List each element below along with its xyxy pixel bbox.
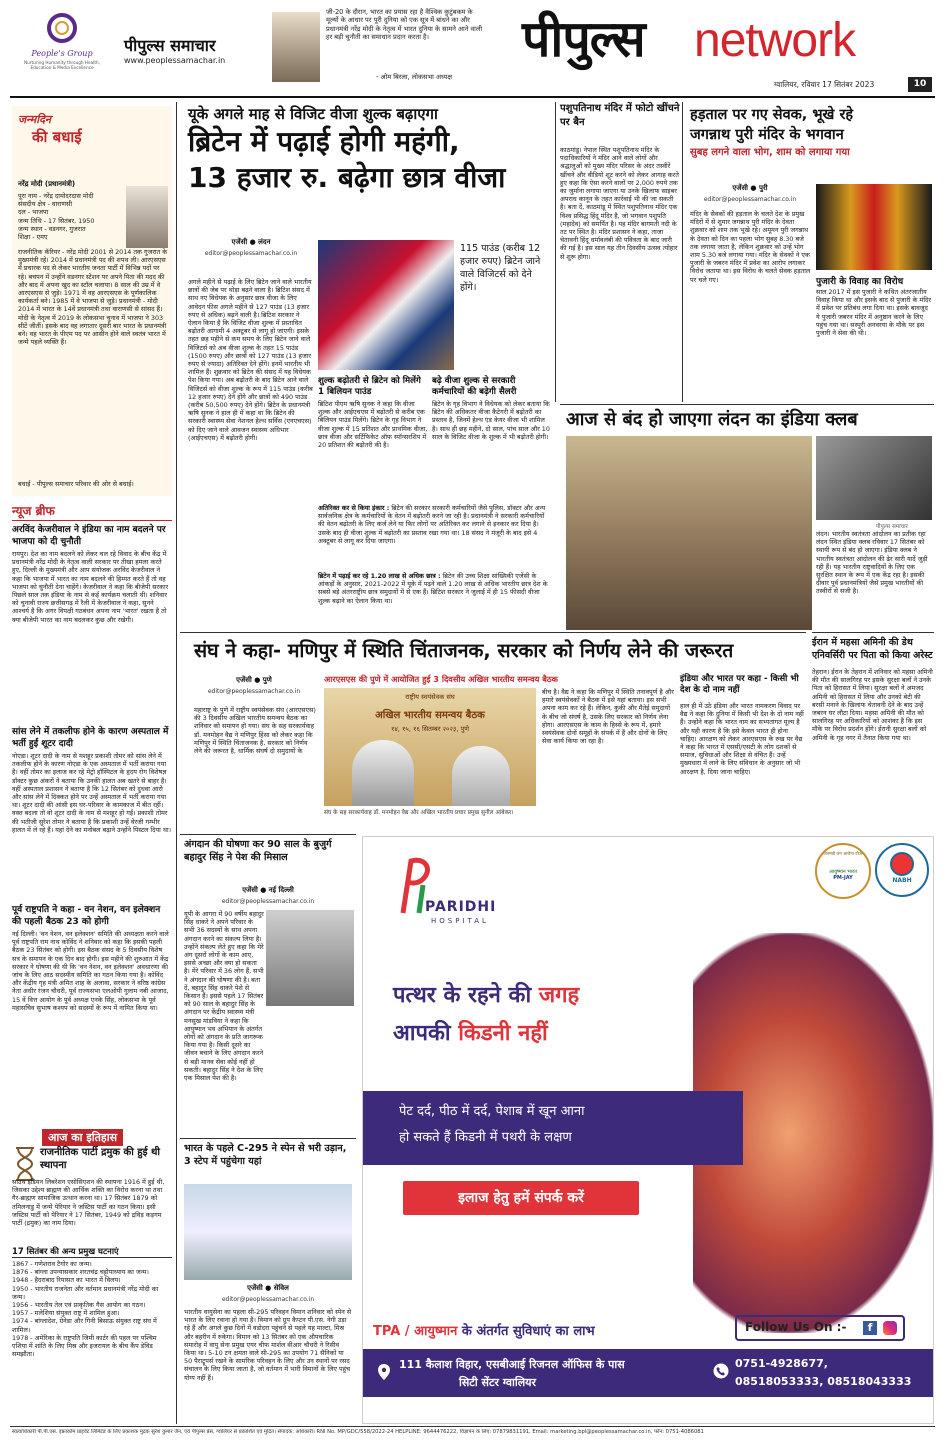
birthday-detail: पूरा नाम - नरेंद्र दामोदरदास मोदी (18, 192, 94, 200)
uk-sub2-title: बढ़े वीजा शुल्क से सरकारी कर्मचारियों की बढ़ेगी सैलरी (432, 376, 517, 397)
ad-headline-2 (393, 1017, 548, 1047)
rss-banner-main: अखिल भारतीय समन्वय बैठक (375, 710, 485, 721)
symptoms-line-1: पेट दर्द, पीठ में दर्द, पेशाब में खून आना (399, 1104, 585, 1119)
masthead (0, 0, 945, 100)
symptoms-band (363, 1091, 743, 1165)
manipur-headline: संघ ने कहा- मणिपुर में स्थिति चिंताजनक, सरकार को निर्णय लेने की जरूरत (194, 639, 734, 662)
uk-sub1-title: शुल्क बढ़ोतरी से ब्रिटेन को मिलेंगे 1 बिलियन पाउंड (318, 376, 421, 397)
manipur-byline: एजेंसी ● पुणे (236, 676, 272, 684)
section-rule (180, 632, 806, 633)
brief-item (12, 726, 172, 900)
group-logo (22, 10, 102, 88)
pashupati-story (560, 102, 680, 402)
brief-body: रायपुर। देश का नाम बदलने को लेकर चल रहे विवाद के बीच केंद्र में प्रधानमंत्री नरेंद्र मोदी के नेतृत्व वाली सरकार पर तीखा हमला करते हुए, दिल्ली के मुख्यमंत्री और आप संयोजक अरविंद केजरीवाल ने कहा कि भाजपा में भारत का नाम बदलने की हिम्मत करते हैं तो वह भाजपा को चुनौती देना चाहेंगे। केजरीवाल ने कहा कि बीजेपी सरकार पिछले साल तक इंडिया के नाम से कई कार्यक्रम चलाती थी। शनिवार को चुनावी राज्य छत्तीसगढ़ में रैली में केजरीवाल ने कहा, सुनने आश्चर्य है कि अगर विपक्षी गठबंधन अपना नाम 'भारत' रखता है तो क्या बीजेपी भारत का नाम बदलकर कुछ और रखेगी। (12, 550, 169, 624)
event-item: 1950 - भारतीय राजनेता और वर्तमान प्रधानमंत्री नरेंद्र मोदी का जन्म। (12, 1284, 159, 1301)
uk-sub4-body: ब्रिटेन की उच्च शिक्षा सांख्यिकी एजेंसी के आंकड़ों के अनुसार, 2021-2022 में यूके में पढ़ने वाले 1.20 लाख से अधिक भारतीय छात्र देश के सबसे बड़े अंतरराष्ट्रीय छात्र समुदायों में से एक हैं। ब्रिटिश सरकार ने जुलाई में ही 15 फीसदी वीजा शुल्क बढ़ाने का ऐलान किया था। (318, 572, 548, 605)
speaker-photo (272, 12, 320, 82)
paper-name: पीपुल्स समाचार (124, 36, 216, 55)
jagannath-headline-2: जगन्नाथ पुरी मंदिर के भगवान (690, 127, 844, 143)
page-number: 10 (908, 77, 932, 92)
manipur-story (180, 632, 806, 832)
news-brief (12, 502, 172, 1122)
manipur-photo (324, 688, 536, 806)
brief-item (12, 524, 172, 722)
event-item: 1974 - बांग्लादेश, ग्रेनेडा और गिनी बिसाऊ संयुक्त राष्ट्र संघ में शामिल। (12, 1317, 157, 1334)
group-tagline: Nurturing Humanity through Health, Education & Media Excellence (24, 60, 100, 71)
hospital-sub: HOSPITAL (431, 917, 489, 925)
itihas-body: साउथ इंडियन लिबरेशन एसोसिएशन की स्थापना 1916 में हुई थी, जिसका उद्देश्य ब्राह्मण की आर्थिक शक्ति का विरोध करना था तथा गैर-ब्राह्मण सामाजिक उत्थान करना था। 17 सितंबर 1879 को तमिलनाडु में जन्मे पेरियार ने जस्टिस पार्टी का गठन किया। इसी जस्टिस पार्टी को पेरियार ने 17 सितंबर, 1949 को द्रविड़ कड़गम पार्टी (द्रमुक) का नाम दिया। (12, 1178, 165, 1228)
paridhi-ad (362, 836, 934, 1424)
uk-photo (318, 240, 454, 370)
dateline: ग्वालियर, रविवार 17 सितंबर 2023 (774, 80, 875, 89)
phone-line-2[interactable]: 08518053333, 08518043333 (735, 1375, 912, 1388)
iran-headline: ईरान में महसा अमिनी की डेथ एनिवर्सिरी पर पिता को किया अरेस्ट (812, 637, 933, 661)
follow-box (735, 1315, 905, 1341)
ad-headline-2a: आपकी (393, 1021, 459, 1046)
section-rule (180, 1138, 356, 1139)
c295-body: भारतीय वायुसेना का पहला सी-295 परिवहन विमान शनिवार को स्पेन से भारत के लिए रवाना हो गया है। विमान को ग्रुप कैप्टन पी.एस. नेगी उड़ा रहे हैं और अगले कुछ दिनों में वडोदरा पहुंचने से पहले यह माल्टा, मिस्र और बहरीन में रुकेगा। विमान को 13 सितंबर को एक औपचारिक समारोह में वायु सेना प्रमुख एयर चीफ मार्शल वीआर चौधरी ने रिसीव किया था। 5-10 टन क्षमता वाले सी-295 का उपयोग 71 सैनिकों या 50 पैराट्रूपर्स रखने के सामरिक परिवहन के लिए और उन स्थानों पर रसद संचालन के लिए किया जाता है, जो वर्तमान में भारी विमानों के लिए पहुंच योग्य नहीं हैं। (184, 1308, 352, 1382)
bahadur-byline: एजेंसी ● नई दिल्ली (242, 886, 294, 894)
uk-sub4 (318, 572, 550, 605)
uk-headline-2: 13 हजार रु. बढ़ेगा छात्र वीजा (188, 161, 506, 194)
birthday-detail: शिक्षा - एमए (18, 233, 48, 242)
birthday-detail: जन्म तिथि - 17 सितंबर, 1950 (18, 216, 95, 225)
uk-sub3-title: अतिरिक्त कर से किया इंकार : (318, 504, 390, 512)
column-divider (176, 102, 177, 1424)
aaj-ka-itihas (12, 1126, 172, 1424)
birthday-details (18, 192, 122, 241)
uk-sub2-body: ब्रिटेन के गृह विभाग ने विधेयक को लेकर बताया कि ब्रिटेन की अधिकतर वीजा कैटेगरी में बढ़ोतरी का प्रस्ताव है, जिनमें हेल्थ एंड केयर वीजा भी शामिल है। साथ ही छह महीने, दो साल, पांच साल और 10 साल के विजिट वीजा के शुल्क में भी बढ़ोतरी होगी। (432, 400, 550, 441)
uk-sub1-body: ब्रिटिश पीएम ऋषि सुनक ने कहा कि वीजा शुल्क और आईएचएस में बढ़ोतरी से करीब एक बिलियन पाउंड मिलेंगे। ब्रिटेन के गृह विभाग ने वीजा शुल्क में 15 प्रतिशत और प्राथमिक वीजा, छात्र वीजा और सर्टिफिकेट ऑफ स्पॉन्सरशिप में 20 प्रतिशत की बढ़ोतरी की है। (318, 400, 428, 450)
uk-byline: एजेंसी ● लंदन (231, 238, 271, 246)
imprint: स्वत्वाधिकारी पी.पी.एस. इंफ्राकॉम प्राइवेट लिमिटेड के लिए प्रकाशक मुद्रक सुरेश कुमार जैन, एवं पीपुल्स प्रेस, ग्वालियर से प्रकाशित एवं मुद्रित। संपादक: अधिकारी। RNI No. MP/GDC/558/2022-24 HELPLINE: 9644476222, विज्ञापन के लिए: 07879831191, Email: marketing.bpl@peoplessamachar.co.in, फोन: 0751-4086081 (12, 1429, 704, 1435)
uk-callout: 115 पाउंड (करीब 12 हजार रुपए) ब्रिटेन जाने वाले विजिटर्स को देने होंगे। (460, 243, 541, 293)
bahadur-email[interactable]: editor@peoplessamachar.co.in (221, 898, 315, 905)
itihas-headline: राजनीतिक पार्टी द्रमुक की हुई थी स्थापना (40, 1147, 160, 1171)
bahadur-photo (266, 910, 354, 1006)
section-rule (180, 834, 356, 835)
quote-author: - ओम बिरला, लोकसभा अध्यक्ष (376, 73, 453, 81)
event-item: 1957 - मलेशिया संयुक्त राष्ट्र में शामिल हुआ। (12, 1309, 120, 1318)
group-logo-icon (44, 10, 80, 46)
speaker-left (352, 740, 414, 806)
brief-headline: सांस लेने में तकलीफ होने के कारण अस्पताल में भर्ती हुईं शूटर दादी (12, 727, 169, 749)
column-divider (555, 102, 556, 402)
hourglass-icon (14, 1146, 36, 1182)
pmjay-badge-sub: आयुष्मान भारत (829, 869, 857, 875)
brief-item (12, 904, 172, 1072)
birthday-name: नरेंद्र मोदी (प्रधानमंत्री) (18, 180, 76, 188)
brief-headline: पूर्व राष्ट्रपति ने कहा - वन नेशन, वन इलेक्शन की पहली बैठक 23 को होगी (12, 905, 161, 927)
rss-banner-date: १४, १५, १६ सितम्बर २०२३, पुणे (390, 725, 470, 733)
india-club-photo (566, 436, 812, 630)
pmjay-badge-text: प्रधानमंत्री जन आरोग्य योजना (820, 851, 866, 856)
jagannath-story (686, 102, 934, 402)
ad-headline-1 (393, 979, 579, 1009)
bahadur-body: यूपी के आगरा में 90 वर्षीय बहादुर सिंह धाकरे ने अपने परिवार के सभी 36 सदस्यों के साथ अपना अंगदान करने का संकल्प लिया है। उन्होंने संकल्प लेते हुए कहा कि मेरे अंग दूसरों लोगों के काम आए, इससे अच्छा और क्या हो सकता है। मेरे परिवार में 36 लोग हैं, सभी ने अंगदान की घोषणा की है। बता दें, बहादुर सिंह धाकरे पेशे से किसान हैं। इससे पहले 17 सितंबर को 90 साल के बहादुर सिंह के अंगदान पर केंद्रीय स्वास्थ्य मंत्री मनसुख मांडविया ने कहा कि आयुष्मान भव अभियान के अंतर्गत लोगों को अंगदान के प्रति जागरूक किया गया है। किसी दूसरे का जीवन बचाने के लिए अंगदान करने से बड़ी मानव सेवा कोई नहीं हो सकती। बहादुर सिंह ने देश के लिए एक मिसाल पेश की है। (184, 910, 264, 1083)
nabh-icon (889, 851, 915, 877)
birthday-heading-top: जन्मदिन (18, 113, 52, 126)
india-club-photo-credit: पीपुल्स समाचार (876, 524, 908, 530)
symptoms-line-2: हो सकते हैं किडनी में पथरी के लक्षण (399, 1130, 572, 1145)
bahadur-story (180, 834, 356, 1136)
jagannath-body: मंदिर के सेवकों की हड़ताल के चलते देश के प्रमुख मंदिरों में से शुमार जगन्नाथ पुरी मंदिर के देवता शुक्रवार को शाम तक भूखे रहे। अमूमन पुरी जगन्नाथ के देवता को दिन का पहला भोग सुबह 8.30 बजे तक लगाया जाता है, लेकिन शुक्रवार को उन्हें भोग शाम 5.30 बजे लगाया गया। मंदिर के सेवकों ने एक पुजारी के जबरन मंदिर में प्रवेश का आरोप लगाकर विरोध जताया था। इस विरोध के चलते सेवक हड़ताल पर चले गए। (690, 210, 811, 284)
uk-sub4-title: ब्रिटेन में पढ़ाई कर रहे 1.20 लाख से अधिक छात्र : (318, 572, 441, 580)
phone-line-1[interactable]: 0751-4928677, (735, 1357, 828, 1370)
ad-headline-1a: पत्थर के रहने की (393, 983, 539, 1008)
manipur-sub-title: इंडिया और भारत पर कहा - किसी भी देश के दो नाम नहीं (680, 674, 799, 695)
tpa-line-a: TPA / आयुष्मान (373, 1324, 458, 1339)
birthday-body: राजनीतिक कॅरियर - नरेंद्र मोदी 2001 से 2014 तक गुजरात के मुख्यमंत्री रहे। 2014 में प्रधानमंत्री पद की शपथ ली। आरएसएस में प्रचारक पद से लेकर भारतीय जनता पार्टी में विभिन्न पदों पर रहे। बचपन में उन्होंने वडनगर स्टेशन पर अपने पिता की मदद की और बाद में अपना खुद का स्टॉल चलाया। 8 साल की उम्र में वे आरएसएस से जुड़े। 1971 में वह आरएसएस के पूर्णकालिक कार्यकर्ता बने। 1985 में वे भाजपा से जुड़े। प्रधानमंत्री - मोदी 2014 में भारत के 14वें प्रधानमंत्री तथा वाराणसी से सांसद हैं। मोदी के नेतृत्व में 2019 के लोकसभा चुनाव में भाजपा ने 303 सीटें जीतीं। इसके बाद वह लगातार दूसरी बार भारत के प्रधानमंत्री बने। वह भारत के पीएम पद पर आसीन होने वाले स्वतंत्र भारत में जन्मे पहले व्यक्ति हैं। (18, 248, 168, 347)
address-band (363, 1349, 934, 1397)
title-hindi: पीपुल्स (522, 10, 645, 68)
tpa-line-b: के अंतर्गत सुविधाएं का लाभ (457, 1324, 595, 1339)
manipur-photo-title: आरएसएस की पुणे में आयोजित हुई 3 दिवसीय अखिल भारतीय समन्वय बैठक (324, 674, 558, 684)
jagannath-byline: एजेंसी ● पुरी (732, 184, 768, 192)
section-rule (560, 404, 934, 405)
rss-banner-top: राष्ट्रीय स्वयंसेवक संघ (405, 693, 455, 701)
address-line-1: 111 कैलाश विहार, एसबीआई रिजनल ऑफिस के पास (399, 1358, 625, 1371)
instagram-icon[interactable] (883, 1321, 897, 1335)
hospital-name: PARIDHI (425, 899, 497, 915)
india-club-inset-photo (816, 436, 932, 520)
jagannath-side-body: साल 2017 में इस पुजारी ने कथित अंतरजातीय विवाह किया था और इसके बाद से पुजारी के मंदिर में प्रवेश पर प्रतिबंध लगा दिया था। इसके बावजूद ये पुजारी जबरन मंदिर में अनुष्ठान करने के लिए पहुंच गया था। सस्पुरी अनवरया के मौके पर इस पुजारी ने सेवा की थी। (816, 288, 931, 338)
c295-photo (184, 1184, 352, 1280)
jagannath-headline-1: हड़ताल पर गए सेवक, भूखे रहे (690, 107, 854, 123)
title-english: network (694, 14, 856, 67)
birthday-heading-bottom: की बधाई (32, 128, 82, 146)
iran-story (812, 632, 934, 832)
c295-byline: एजेंसी ● सेविल (247, 1284, 289, 1292)
birthday-detail: संसदीय क्षेत्र - वाराणसी (18, 200, 72, 209)
event-item: 1978 - अमेरिका के राष्ट्रपति जिमी कार्टर की पहल पर पश्चिम एशिया में शांति के लिए मिस्र और इजरायल के बीच कैंप डेविड समझौता। (12, 1333, 157, 1359)
events-title: 17 सितंबर की अन्य प्रमुख घटनाएं (12, 1246, 172, 1258)
birthday-detail: दल - भाजपा (18, 208, 49, 217)
nabh-badge-text: NABH (892, 877, 912, 884)
section-rule (812, 632, 934, 633)
itihas-label: आज का इतिहास (42, 1129, 123, 1146)
event-item: 1948 - हैदराबाद रियासत का भारत में विलय। (12, 1276, 121, 1285)
manipur-email[interactable]: editor@peoplessamachar.co.in (207, 688, 301, 695)
manipur-body-right: बीच है। वैद्य ने कहा कि मणिपुर में स्थिति तनावपूर्ण है और हमारे स्वयंसेवकों ने बैठक में इसे यहां बताया। इस सभी अपना काम कर रहे हैं। लेकिन, कुकी और मैतेई समुदायों के बीच जो संघर्ष है, उसके लिए सरकार को निर्णय लेना होगा। आरएसएस के काम के हिस्से के रूप में, हमारे स्वयंसेवक दोनों समूहों के संपर्क में हैं और दोनों के लिए सेवा कार्य किया जा रहा है। (542, 688, 674, 746)
pmjay-badge-code: PM-JAY (833, 875, 853, 881)
c295-story (180, 1138, 356, 1424)
brief-body: नई दिल्ली। 'वन नेशन, वन इलेक्शन' समिति की अध्यक्षता करने वाले पूर्व राष्ट्रपति राम नाथ कोविंद ने शनिवार को कहा कि इसकी पहली बैठक 23 सितंबर को होगी। इस बैठक संसद के 5 दिवसीय विशेष सत्र के समापन के एक दिन बाद होगी। इस महीने की शुरुआत में केंद्र सरकार ने घोषणा की थी कि 'वन नेशन, वन इलेक्शन' अवधारणा की जांच के लिए आठ सदस्यीय समिति का गठन किया गया है। कोविंद और केंद्रीय गृह मंत्री अमित शाह के अलावा, सरकार ने वरिष्ठ कांग्रेस नेता अधीर रंजन चौधरी, पूर्व राज्यसभा एलओपी गुलाम नबी आजाद, 15 वें वित्त आयोग के पूर्व अध्यक्ष एनके सिंह, लोकसभा के पूर्व महासचिव सुभाष कश्यप को सदस्यों के रूप में नामित किया था। (12, 930, 169, 1012)
masthead-rule (10, 96, 935, 98)
website[interactable]: www.peoplessamachar.in (124, 56, 226, 65)
c295-email[interactable]: editor@peoplessamachar.co.in (221, 1296, 315, 1303)
birthday-photo (126, 186, 168, 248)
uk-kicker: यूके अगले माह से विजिट वीजा शुल्क बढ़ाएगा (188, 105, 438, 123)
jagannath-side-title: पुजारी के विवाह का विरोध (816, 277, 904, 287)
jagannath-subhead: सुबह लगने वाला भोग, शाम को लगाया गया (690, 147, 850, 158)
ad-headline-1b: जगह (538, 983, 580, 1008)
column-divider (682, 102, 683, 402)
manipur-sub-body: हाल ही में उठे इंडिया और भारत नामकरण विवाद पर वैद्य ने कहा कि दुनिया में किसी भी देश के दो नाम नहीं हैं। उन्होंने कहा कि भारत नाम का सभ्यतागत मूल्य है और यही कारण है कि इसे केवल भारत ही होना चाहिए। आरक्षण को लेकर आरएसएस के रुख पर वैद्य ने कहा कि भारत में एससी/एसटी के लोग दशकों से समाज, सुविधाओं और शिक्षा से वंचित हैं। उन्हें मुख्यधारा में लाने के लिए संविधान के अनुसार जो भी आरक्षण है, दिया जाना चाहिए। (680, 702, 804, 776)
c295-headline: भारत के पहले C-295 ने स्पेन से भरी उड़ान, 3 स्टेप में पहुंचेगा यहां (184, 1143, 347, 1167)
nabh-badge (875, 843, 929, 897)
birthday-heading (18, 112, 102, 158)
cta-button[interactable]: इलाज हेतु हमें संपर्क करें (403, 1181, 639, 1215)
phone-icon (713, 1363, 729, 1379)
event-item: 1956 - भारतीय तेल एवं प्राकृतिक गैस आयोग का गठन। (12, 1301, 146, 1310)
pashupati-headline: पशुपतिनाथ मंदिर में फोटो खींचने पर बैन (560, 103, 680, 128)
address-line-2: सिटी सेंटर ग्वालियर (459, 1376, 537, 1389)
uk-sub3-body: ब्रिटेन की सरकार सरकारी कर्मचारियों जैसे पुलिस, डॉक्टर और अन्य सार्वजनिक क्षेत्र के कर्मचारियों के वेतन में बढ़ोतरी करने जा रही है। प्रधानमंत्री ने सरकारी कर्मचारियों की वेतन बढ़ोतरी के लिए कर्ज लेने या फिर लोगों पर अतिरिक्त कर लगाने से इनकार कर दिया है। उसके बाद ही वीजा शुल्क में बढ़ोतरी का प्रस्ताव रखा गया था। 18 संसद ने मंजूरी के बाद इसे 4 अक्टूबर से लागू कर दिया जाएगा। (318, 504, 546, 545)
iran-body: तेहरान। ईरान के तेहरान में शनिवार को महसा अमिनी की मौत की सालगिरह पर इसके सुरक्षा बलों ने उनके पिता को हिरासत में लिया। सुरक्षा बलों ने अमजद अमिनी को हिरासत में लिया और उनको बेटी की बरसी मनाने के खिलाफ चेतावनी देने के बाद उन्हें जबरन घर लौटा दिया। महसा अमिनी की मौत को सालगिरह पर अधिकारियों को आशंका है कि इस मौके पर विरोध प्रदर्शन होंगे। ईरानी सुरक्षा बलों को अमिनी के गृह नगर में तैनात किया गया था। (812, 668, 933, 742)
news-brief-label: न्यूज ब्रीफ (12, 502, 172, 521)
group-logo-name: People's Group (31, 49, 93, 58)
event-item: 1867 - गणेशराव टैगोर का जन्म। (12, 1260, 92, 1268)
imprint-rule (10, 1426, 935, 1427)
uk-headline-1: ब्रिटेन में पढ़ाई होगी महंगी, (188, 125, 460, 158)
bahadur-headline: अंगदान की घोषणा कर 90 साल के बुजुर्ग बहादुर सिंह ने पेश की मिसाल (184, 839, 332, 863)
india-club-headline: आज से बंद हो जाएगा लंदन का इंडिया क्लब (566, 409, 858, 430)
speaker-right (452, 746, 510, 806)
india-club-caption: लंदन। भारतीय स्वतंत्रता आंदोलन का प्रतीक रहा लंदन स्थित इंडिया क्लब रविवार 17 सितंबर को स्थायी रूप से बंद हो जाएगा। इंडिया क्लब ने भारतीय स्वतंत्रता आंदोलन की ढेर सारी यादें जुड़ी रही हैं। यह भारतीय राष्ट्रवादियों के लिए एक सुरक्षित स्थान के रूप में एक केंद्र रहा है। इसकी दीवार पूर्व प्रधानमंत्रियों जैसे प्रमुख भारतीयों की तस्वीरों से सजी है। (816, 530, 928, 596)
brief-body: नोएडा। शूटर दादी के नाम से मशहूर प्रकाशी तोमर को सांस लेने में तकलीफ होने के कारण नोएडा के एक अस्पताल में भर्ती कराया गया है। वहीं तोमर का इलाज कर रहे मेट्रो हॉस्पिटल के हृदय रोग विशेषज्ञ डॉक्टर कुछ अंकरों ने बताया कि उनकी हालत अब खतरे से बाहर है। वहीं अस्पताल प्रशासन ने बताया है कि 12 सितंबर को दुधवा आरो और सांस लेने में दिक्कत होने पर उन्हें अस्पताल में भर्ती कराया गया था। शूटर दादी की आंसी इस घर-परिवार के कामकाज में बीत रहीं। वक्त बदला तो वो शूटर दादी के नाम से मशहूर हो गईं। प्रकाशी तोमर की भतीजी सुरेश तोमर ने बताया है कि प्रकाशी उन्हें वेरजी गम्भीर हालत में ले रहे हैं। यहां देने का मनोबल बढ़ाने उन्होंने पिस्टल दिया था। (12, 752, 172, 834)
pashupati-body: काठमांडू। नेपाल स्थित पशुपतिनाथ मंदिर के पदाधिकारियों ने मंदिर आने वाले लोगों और श्रद्धालुओं को मुख्य मंदिर परिसर के अंदर तस्वीरें खींचने और वीडियो शूट करने को लेकर आगाह करते हुए कहा कि ऐसा करने वालों पर 2,000 रुपये तक का जुर्माना लगाया जाएगा या उनके खिलाफ साइबर अपराध कानून के तहत कार्रवाई भी की जा सकती है। बता दें, काठमांडू में स्थित पशुपतिनाथ मंदिर एक विश्व प्रसिद्ध हिंदू मंदिर है, जो भगवान पशुपति (महादेव) को समर्पित है। यह मंदिर बागमती नदी के तट पर स्थित है। मंदिर प्रशासन ने कहा, ताजा चेतावनी हिंदू धर्मावलंबी की पवित्रता के बाद जारी की गई है। इस साल यह तीन दिवसीय उत्सव त्योहार से शुरू होगा। (560, 146, 679, 261)
brief-headline: अरविंद केजरीवाल ने इंडिया का नाम बदलने पर भाजपा को दी चुनौती (12, 525, 166, 547)
events-list (12, 1260, 172, 1358)
jagannath-email[interactable]: editor@peoplessamachar.co.in (703, 196, 797, 203)
birthday-wish: बधाई - पीपुल्स समाचार परिवार की ओर से बधाई। (18, 480, 134, 488)
location-icon (377, 1363, 391, 1381)
india-club-story (560, 404, 934, 632)
manipur-body-left: महाराष्ट्र के पुणे में राष्ट्रीय स्वयंसेवक संघ (आरएसएस) की 3 दिवसीय अखिल भारतीय समन्वय बैठक का शनिवार को समापन हो गया। संघ के सह सरकार्यवाह डॉ. मनमोहन वैद्य ने मणिपुर हिंसा को लेकर कहा कि मणिपुर में स्थिति चिंताजनक है, सरकार को निर्णय लेने की जरूरत है, धार्मिक संघर्ष दो समुदायों के (194, 706, 316, 756)
ad-headline-2b: किडनी नहीं (458, 1021, 548, 1046)
birthday-detail: जन्म स्थान - वडनगर, गुजरात (18, 224, 86, 233)
birthday-box (12, 106, 172, 496)
manipur-caption: संघ के सह सरकार्यवाह डॉ. मनमोहन वैद्य और अखिल भारतीय प्रचार प्रमुख सुनील आंबेकर। (324, 810, 514, 816)
follow-label: Follow Us On :- (745, 1320, 847, 1334)
uk-story (180, 102, 552, 632)
uk-sub3 (318, 504, 550, 545)
tpa-line (373, 1321, 595, 1339)
left-column (12, 102, 172, 1424)
jagannath-photo (816, 184, 932, 270)
quote-text: जी-20 के दौरान, भारत का प्रयास रहा है वैश्विक कुटुंबकम के मूल्यों के आधार पर पूरी दुनिया को एक सूत्र में बांधने का और प्रधानमंत्री नरेंद्र मोदी के नेतृत्व में भारत दुनिया के सामने आने वाली हर बड़ी चुनौती का समाधान प्रदान करता है। (326, 8, 483, 42)
facebook-icon[interactable]: f (863, 1321, 877, 1335)
uk-email[interactable]: editor@peoplessamachar.co.in (204, 250, 298, 257)
pmjay-badge (815, 843, 871, 899)
uk-body: अगले महीने से पढ़ाई के लिए ब्रिटेन जाने वाले भारतीय छात्रों की जेब पर थोड़ा बढ़ने वाला है। ब्रिटिश संसद में साथ नए विधेयक के अनुसार छात्र वीजा के लिए आवेदन फीस अगले महीने से 127 पाउंड (13 हजार रुपए से अधिक) बढ़ने वाली है। ब्रिटिश सरकार ने ऐलान किया है कि विजिट वीजा शुल्क में प्रस्तावित बढ़ोतरी आगामी 4 अक्टूबर से लागू हो जाएगी। इसके तहत छह महीने से कम समय के लिए ब्रिटेन जाने वाले विजिटर्स को अब वीजा शुल्क के तहत 15 पाउंड (1500 रुपए) और छात्रों को 127 पाउंड (13 हजार रुपए से ज्यादा) अतिरिक्त देने होंगे। इनमें भारतीय भी शामिल हैं। शुक्रवार को ब्रिटेन की संसद में यह विधेयक पेश किया गया। अब बढ़ोतरी के बाद ब्रिटेन आने वाले विजिटर्स को वीजा शुल्क के रूप में 115 पाउंड (करीब 12 हजार रुपए) देने होंगे और छात्रों को 490 पाउंड (करीब 50,500 रुपए) देने होंगे। ब्रिटेन के प्रधानमंत्री ऋषि सुनक ने हाल ही में कहा था कि ब्रिटेन की सरकारी स्वास्थ्य सेवा नेशनल हेल्थ सर्विस (एनएचएस) को दिए जाने वाले आवजन स्वास्थ्य अधिभार (आईएचएस) में बढ़ोतरी होगी। (188, 278, 313, 442)
event-item: 1876 - बांग्ला उपन्यासकार शरतचंद्र चट्टोपाध्याय का जन्म। (12, 1268, 149, 1277)
